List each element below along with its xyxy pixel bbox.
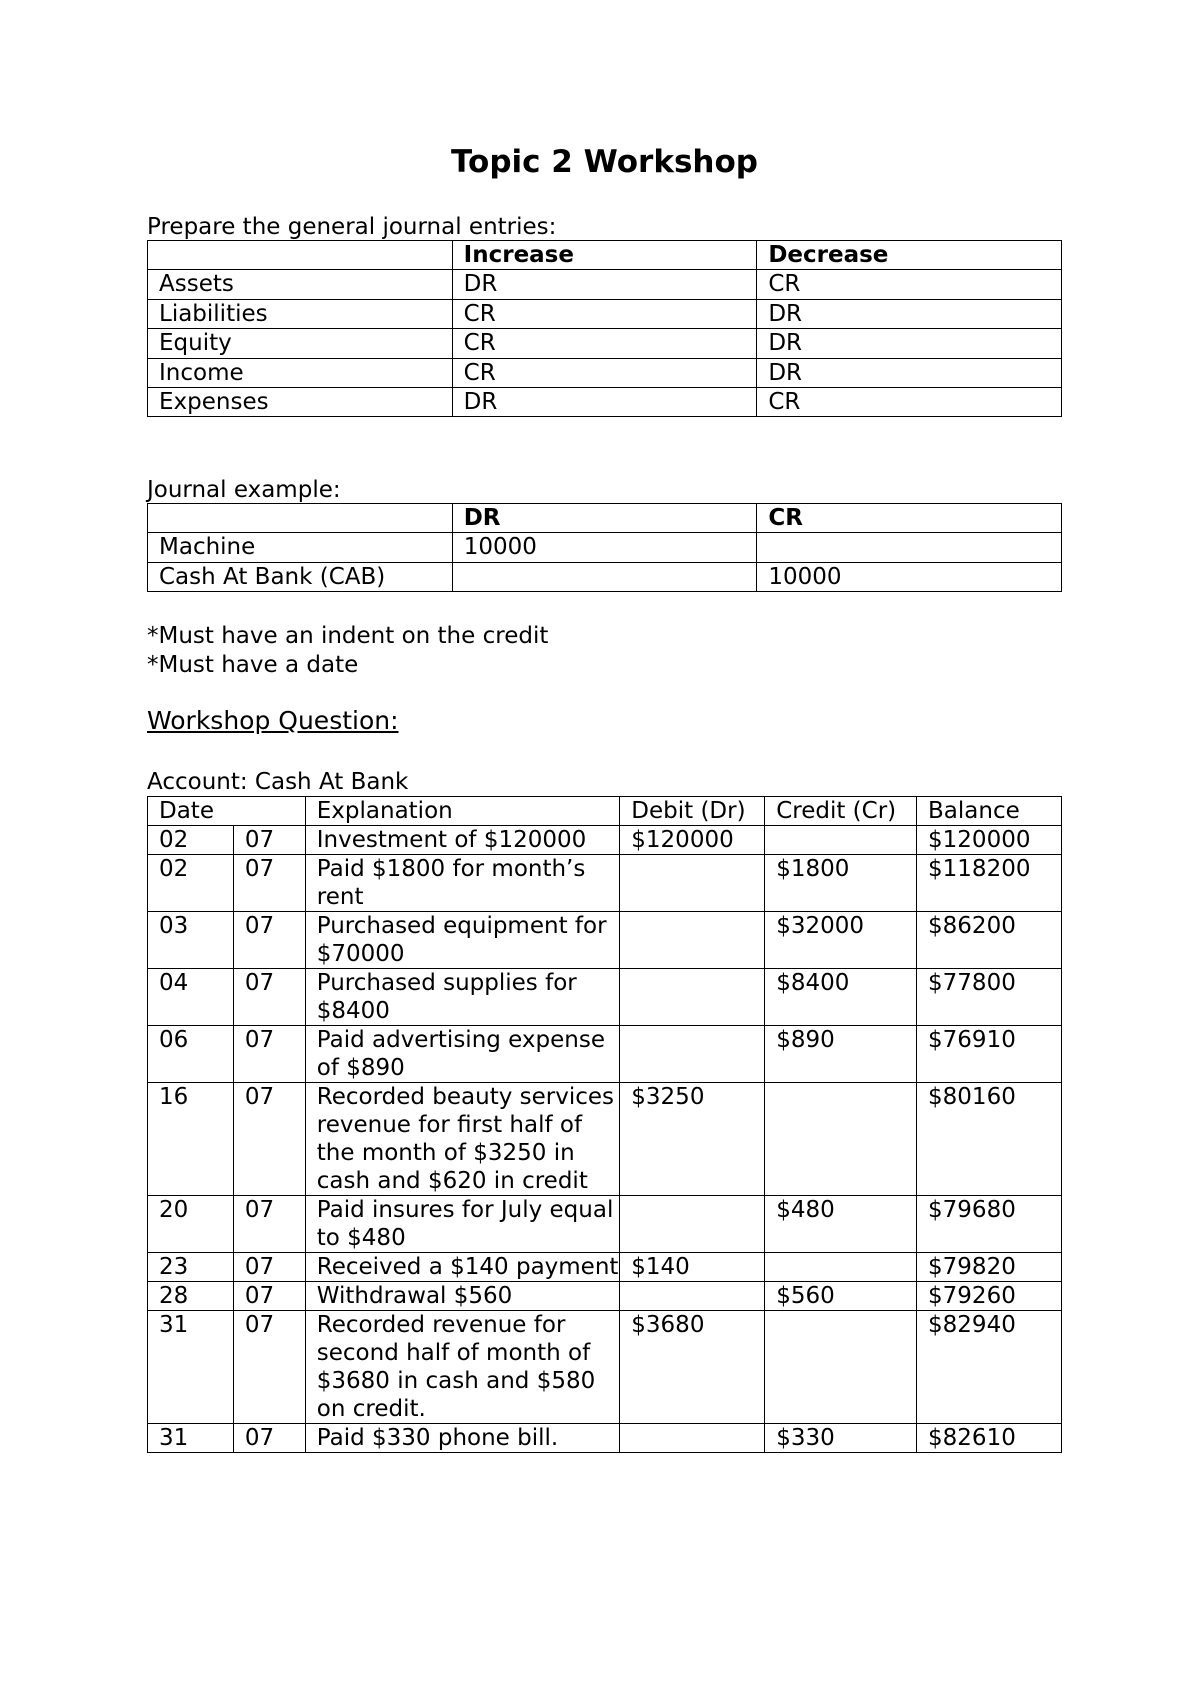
ledger-balance: $118200 [917,855,1062,912]
cash-at-bank-ledger [147,796,1062,1453]
ledger-balance: $80160 [917,1083,1062,1196]
debit-credit-rules-table [147,240,1062,417]
ledger-debit [620,1196,765,1253]
ledger-header-date: Date [148,797,306,826]
ledger-day: 31 [148,1424,234,1453]
ledger-row [148,912,1062,969]
ledger-explanation: Paid advertising expense of $890 [305,1026,620,1083]
ledger-balance: $77800 [917,969,1062,1026]
example-cell: Machine [148,533,453,562]
ledger-explanation: Withdrawal $560 [305,1282,620,1311]
ledger-credit: $32000 [765,912,917,969]
note-date: *Must have a date [147,652,359,678]
ledger-row [148,1282,1062,1311]
ledger-credit [765,826,917,855]
rules-header-cell [148,241,453,270]
ledger-credit: $480 [765,1196,917,1253]
rules-row [148,387,1062,416]
example-row [148,562,1062,591]
rules-cell: Liabilities [148,299,453,328]
ledger-debit [620,1424,765,1453]
ledger-month: 07 [233,1026,305,1083]
ledger-explanation: Paid $330 phone bill. [305,1424,620,1453]
ledger-credit: $8400 [765,969,917,1026]
ledger-balance: $76910 [917,1026,1062,1083]
ledger-explanation: Received a $140 payment [305,1253,620,1282]
ledger-explanation: Purchased equipment for $70000 [305,912,620,969]
rules-row [148,299,1062,328]
ledger-row [148,1026,1062,1083]
rules-header-cell: Decrease [757,241,1062,270]
ledger-credit: $890 [765,1026,917,1083]
example-header-cell [148,504,453,533]
rules-cell: CR [452,329,757,358]
rules-cell: DR [757,358,1062,387]
rules-cell: Equity [148,329,453,358]
ledger-credit: $1800 [765,855,917,912]
ledger-header-credit: Credit (Cr) [765,797,917,826]
rules-cell: CR [452,299,757,328]
ledger-day: 28 [148,1282,234,1311]
ledger-credit [765,1083,917,1196]
intro-label: Prepare the general journal entries: [147,214,557,240]
rules-cell: CR [452,358,757,387]
ledger-balance: $79260 [917,1282,1062,1311]
ledger-balance: $79820 [917,1253,1062,1282]
ledger-debit: $3250 [620,1083,765,1196]
rules-cell: Income [148,358,453,387]
example-header-cell: CR [757,504,1062,533]
example-cell [757,533,1062,562]
page-title: Topic 2 Workshop [451,144,758,180]
ledger-debit: $140 [620,1253,765,1282]
ledger-month: 07 [233,912,305,969]
ledger-day: 04 [148,969,234,1026]
ledger-explanation: Purchased supplies for $8400 [305,969,620,1026]
ledger-row [148,1424,1062,1453]
ledger-credit: $330 [765,1424,917,1453]
ledger-explanation: Recorded beauty services revenue for first half of the month of $3250 in cash and $620 in credit [305,1083,620,1196]
ledger-row [148,969,1062,1026]
ledger-explanation: Paid $1800 for month’s rent [305,855,620,912]
example-cell [452,562,757,591]
rules-row [148,270,1062,299]
example-row [148,533,1062,562]
rules-header-row [148,241,1062,270]
example-header-row [148,504,1062,533]
ledger-balance: $82610 [917,1424,1062,1453]
ledger-credit [765,1253,917,1282]
ledger-explanation: Paid insures for July equal to $480 [305,1196,620,1253]
ledger-day: 02 [148,855,234,912]
rules-cell: Expenses [148,387,453,416]
ledger-month: 07 [233,855,305,912]
ledger-credit [765,1311,917,1424]
account-label: Account: Cash At Bank [147,769,409,795]
rules-cell: DR [452,270,757,299]
ledger-month: 07 [233,1253,305,1282]
ledger-row [148,855,1062,912]
ledger-debit [620,912,765,969]
ledger-explanation: Investment of $120000 [305,826,620,855]
ledger-row [148,1083,1062,1196]
ledger-debit: $3680 [620,1311,765,1424]
ledger-month: 07 [233,969,305,1026]
example-cell: Cash At Bank (CAB) [148,562,453,591]
rules-cell: DR [452,387,757,416]
note-indent: *Must have an indent on the credit [147,623,549,649]
ledger-month: 07 [233,1083,305,1196]
ledger-day: 02 [148,826,234,855]
ledger-header-debit: Debit (Dr) [620,797,765,826]
ledger-debit [620,855,765,912]
rules-cell: CR [757,270,1062,299]
journal-example-label: Journal example: [147,477,341,503]
journal-example-table [147,503,1062,592]
ledger-month: 07 [233,1311,305,1424]
example-header-cell: DR [452,504,757,533]
ledger-day: 20 [148,1196,234,1253]
ledger-month: 07 [233,1282,305,1311]
ledger-day: 06 [148,1026,234,1083]
ledger-balance: $79680 [917,1196,1062,1253]
ledger-row [148,1253,1062,1282]
ledger-day: 31 [148,1311,234,1424]
ledger-day: 23 [148,1253,234,1282]
ledger-balance: $82940 [917,1311,1062,1424]
ledger-debit: $120000 [620,826,765,855]
ledger-month: 07 [233,1196,305,1253]
rules-cell: DR [757,329,1062,358]
ledger-month: 07 [233,1424,305,1453]
example-cell: 10000 [757,562,1062,591]
ledger-header-explanation: Explanation [305,797,620,826]
ledger-debit [620,969,765,1026]
ledger-debit [620,1026,765,1083]
ledger-day: 03 [148,912,234,969]
ledger-month: 07 [233,826,305,855]
ledger-debit [620,1282,765,1311]
rules-cell: Assets [148,270,453,299]
ledger-day: 16 [148,1083,234,1196]
rules-header-cell: Increase [452,241,757,270]
ledger-row [148,826,1062,855]
example-cell: 10000 [452,533,757,562]
ledger-explanation: Recorded revenue for second half of month of $3680 in cash and $580 on credit. [305,1311,620,1424]
workshop-heading: Workshop Question: [147,706,399,735]
ledger-row [148,1196,1062,1253]
ledger-credit: $560 [765,1282,917,1311]
ledger-header-balance: Balance [917,797,1062,826]
rules-row [148,358,1062,387]
ledger-row [148,1311,1062,1424]
rules-cell: CR [757,387,1062,416]
rules-cell: DR [757,299,1062,328]
ledger-balance: $86200 [917,912,1062,969]
ledger-balance: $120000 [917,826,1062,855]
ledger-header-row [148,797,1062,826]
rules-row [148,329,1062,358]
